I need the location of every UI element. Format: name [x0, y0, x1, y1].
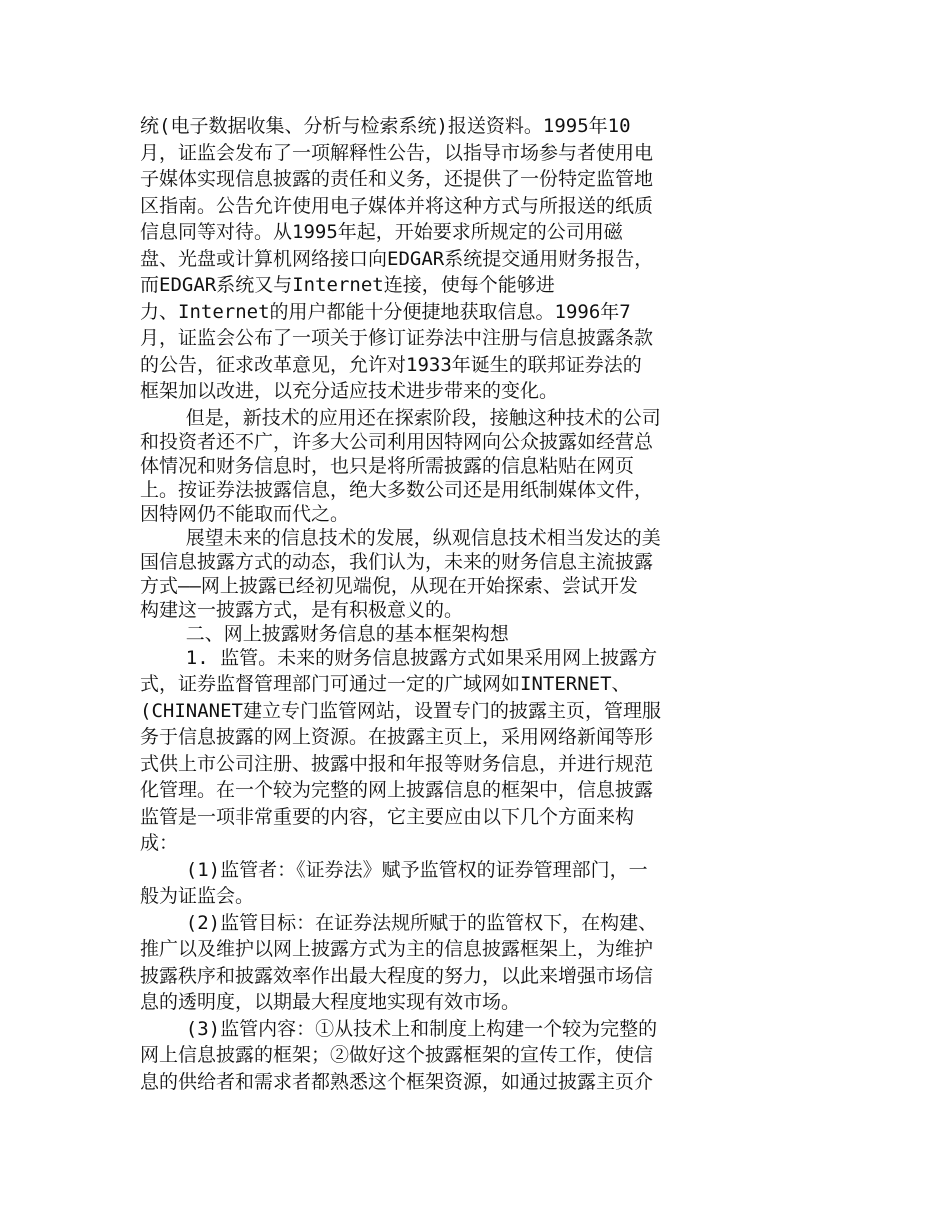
text-line: 但是，新技术的应用还在探索阶段，接触这种技术的公司 [140, 406, 661, 429]
text-line: 息的供给者和需求者都熟悉这个框架资源，如通过披露主页介 [140, 1070, 654, 1093]
text-line: 框架加以改进，以充分适应技术进步带来的变化。 [140, 380, 559, 402]
text-line: 息的透明度，以期最大程度地实现有效市场。 [140, 991, 521, 1013]
text-line: 子媒体实现信息披露的责任和义务，还提供了一份特定监管地 [140, 168, 654, 190]
text-line: 般为证监会。 [140, 885, 255, 907]
text-line: 式供上市公司注册、披露中报和年报等财务信息，并进行规范 [140, 752, 654, 775]
text-line: (3)监管内容：①从技术上和制度上构建一个较为完整的 [140, 1017, 658, 1040]
text-line: 监管是一项非常重要的内容，它主要应由以下几个方面来构 [140, 805, 635, 828]
text-line: 月，证监会发布了一项解释性公告，以指导市场参与者使用电 [140, 141, 654, 164]
text-line: 因特网仍不能取而代之。 [140, 502, 350, 525]
text-line: 而EDGAR系统又与Internet连接，使每个能够进 [140, 274, 555, 296]
text-line: 展望未来的信息技术的发展，纵观信息技术相当发达的美 [140, 526, 661, 549]
text-line: 的公告，征求改革意见，允许对1933年诞生的联邦证券法的 [140, 353, 642, 376]
text-line: 和投资者还不广，许多大公司利用因特网向公众披露如经营总 [140, 430, 654, 453]
text-line: 披露秩序和披露效率作出最大程度的努力，以此来增强市场信 [140, 964, 654, 987]
section-heading: 二、网上披露财务信息的基本框架构想 [140, 622, 509, 645]
text-line: (2)监管目标：在证券法规所赋于的监管权下，在构建、 [140, 911, 658, 934]
text-line: 盘、光盘或计算机网络接口向EDGAR系统提交通用财务报告， [140, 247, 654, 270]
text-line: 网上信息披露的框架；②做好这个披露框架的宣传工作，使信 [140, 1044, 654, 1066]
text-line: 构建这一披露方式，是有积极意义的。 [140, 598, 464, 621]
text-line: 务于信息披露的网上资源。在披露主页上，采用网络新闻等形 [140, 726, 654, 748]
text-line: 信息同等对待。从1995年起，开始要求所规定的公司用磁 [140, 221, 623, 243]
text-line: 化管理。在一个较为完整的网上披露信息的框架中，信息披露 [140, 779, 654, 801]
text-line: 1. 监管。未来的财务信息披露方式如果采用网上披露方 [140, 646, 658, 669]
text-line: 上。按证券法披露信息，绝大多数公司还是用纸制媒体文件， [140, 478, 654, 501]
text-line: 方式——网上披露已经初见端倪，从现在开始探索、尝试开发 [140, 574, 638, 597]
text-line: 月，证监会公布了一项关于修订证券法中注册与信息披露条款 [140, 327, 654, 349]
text-line: 国信息披露方式的动态，我们认为，未来的财务信息主流披露 [140, 550, 654, 573]
text-line: 统(电子数据收集、分析与检索系统)报送资料。1995年10 [140, 115, 631, 137]
text-line: 推广以及维护以网上披露方式为主的信息披露框架上，为维护 [140, 938, 654, 960]
text-line: 力、Internet的用户都能十分便捷地获取信息。1996年7 [140, 300, 631, 323]
text-line: 区指南。公告允许使用电子媒体并将这种方式与所报送的纸质 [140, 194, 654, 217]
text-line: 体情况和财务信息时，也只是将所需披露的信息粘贴在网页 [140, 454, 635, 477]
document-body [140, 113, 750, 1095]
text-line: 成： [140, 832, 179, 854]
text-line: (1)监管者：《证券法》赋予监管权的证券管理部门，一 [140, 858, 648, 881]
text-line: (CHINANET建立专门监管网站，设置专门的披露主页，管理服 [140, 699, 661, 722]
text-line: 式，证券监督管理部门可通过一定的广域网如INTERNET、 [140, 673, 631, 695]
